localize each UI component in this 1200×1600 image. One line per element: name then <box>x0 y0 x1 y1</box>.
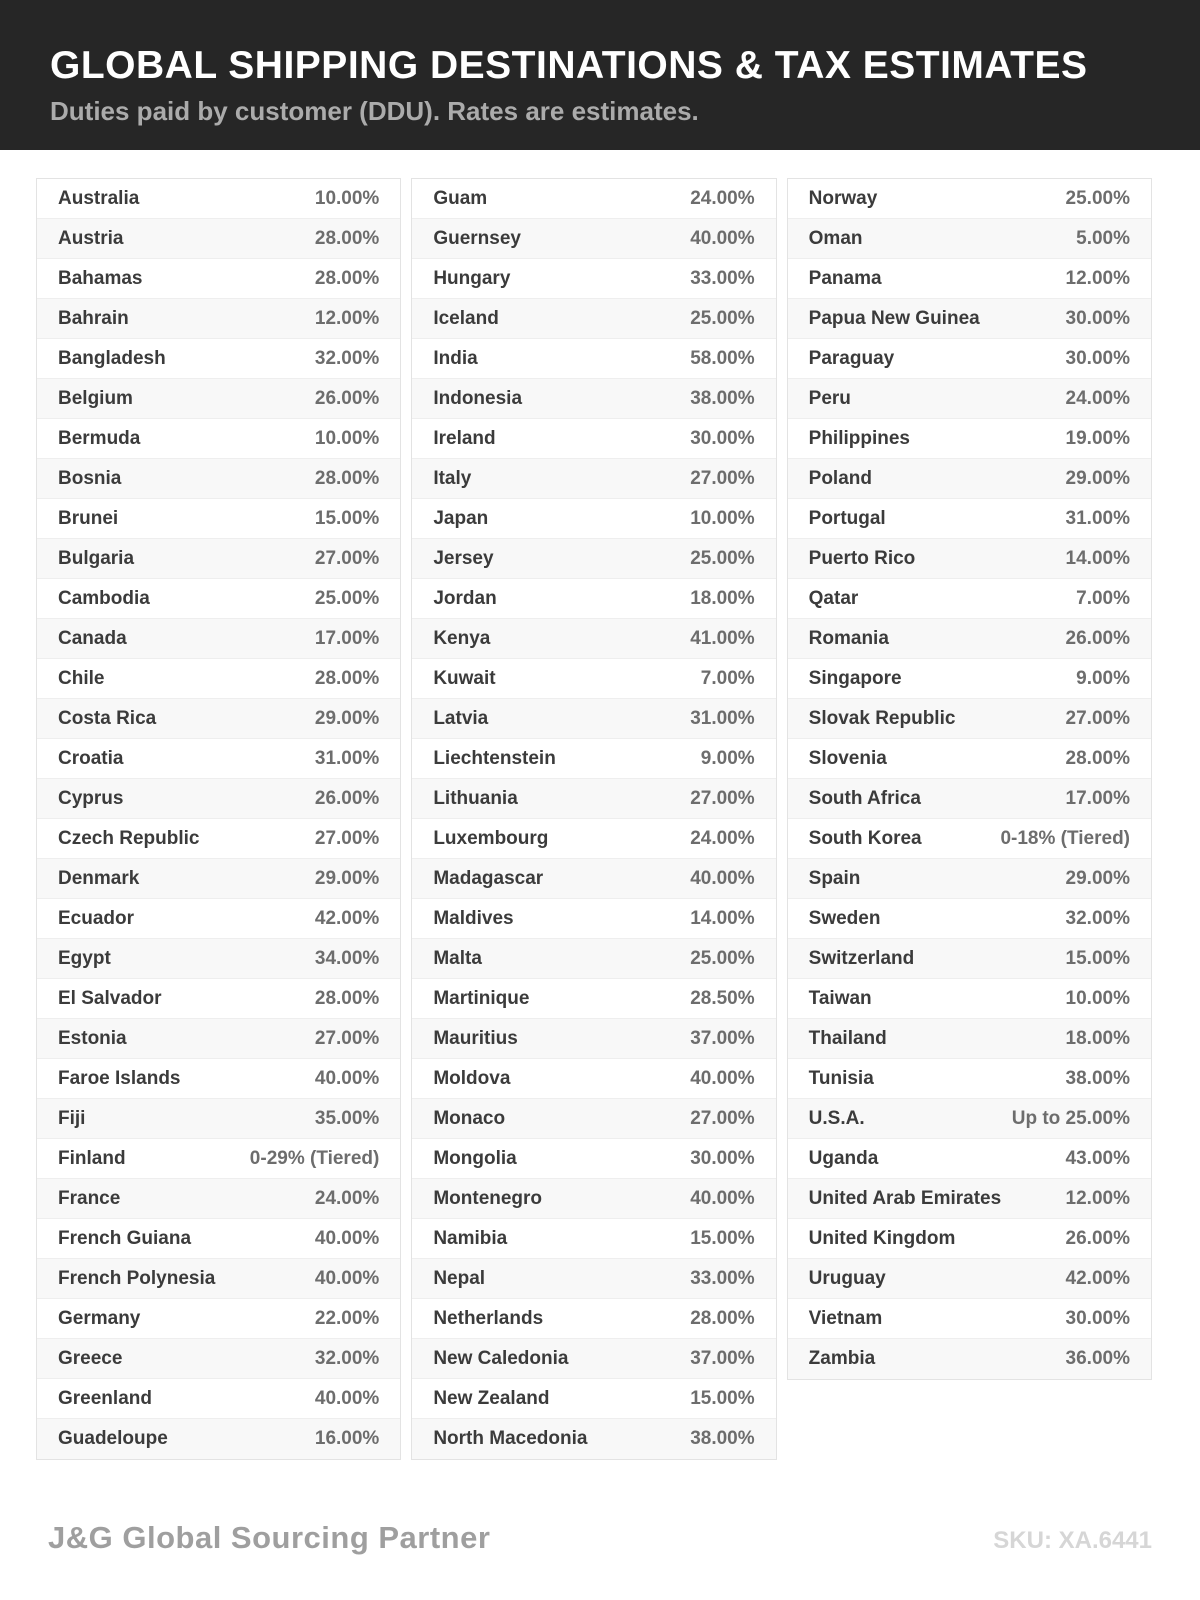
table-row <box>788 1019 1151 1059</box>
tax-rate-value: 28.00% <box>314 267 380 289</box>
country-name: North Macedonia <box>433 1428 588 1449</box>
tax-rate-value: 38.00% <box>690 1428 755 1449</box>
table-row <box>412 419 775 459</box>
tax-rate-value: 7.00% <box>1076 587 1130 609</box>
table-row <box>788 659 1151 699</box>
table-row <box>412 1259 775 1299</box>
table-row <box>37 1259 400 1299</box>
country-name: Guadeloupe <box>58 1428 168 1449</box>
table-row <box>412 539 775 579</box>
tax-rate-value: 24.00% <box>690 187 755 209</box>
country-name: Denmark <box>58 867 140 889</box>
country-name: Uruguay <box>808 1267 886 1289</box>
tax-rate-value: 5.00% <box>1076 227 1130 249</box>
tax-rate-value: 18.00% <box>1065 1027 1130 1049</box>
table-row <box>412 459 775 499</box>
tax-rate-value: 28.00% <box>1065 747 1130 769</box>
table-row <box>412 699 775 739</box>
country-name: Bermuda <box>58 427 141 449</box>
country-name: Puerto Rico <box>808 547 916 569</box>
country-name: Italy <box>433 467 472 489</box>
table-row <box>37 859 400 899</box>
table-row <box>412 299 775 339</box>
country-name: Guam <box>433 187 488 209</box>
table-row <box>37 339 400 379</box>
table-row <box>412 179 775 219</box>
country-name: Liechtenstein <box>433 747 556 769</box>
tax-rate-value: 29.00% <box>1065 467 1130 489</box>
table-row <box>37 979 400 1019</box>
table-row <box>412 1339 775 1379</box>
country-name: Thailand <box>808 1027 887 1049</box>
tax-rate-value: 7.00% <box>700 667 755 689</box>
tax-rate-value: 40.00% <box>690 1067 755 1089</box>
table-row <box>788 1099 1151 1139</box>
table-row <box>788 779 1151 819</box>
tax-rate-value: 33.00% <box>690 267 755 289</box>
table-row <box>788 579 1151 619</box>
table-row <box>412 1299 775 1339</box>
country-name: Germany <box>58 1307 141 1329</box>
country-name: India <box>433 347 478 369</box>
table-row <box>37 1379 400 1419</box>
table-row <box>788 819 1151 859</box>
table-row <box>788 899 1151 939</box>
table-row <box>412 939 775 979</box>
country-name: Monaco <box>433 1107 506 1129</box>
country-name: Guernsey <box>433 227 521 249</box>
country-name: Papua New Guinea <box>808 307 980 329</box>
country-name: Panama <box>808 267 882 289</box>
country-name: Brunei <box>58 507 119 529</box>
table-row <box>788 379 1151 419</box>
table-row <box>37 819 400 859</box>
tax-rate-value: 10.00% <box>314 187 380 209</box>
tax-rate-value: 24.00% <box>314 1187 380 1209</box>
table-row <box>788 1299 1151 1339</box>
tax-rate-value: 26.00% <box>1065 1227 1130 1249</box>
country-name: France <box>58 1187 121 1209</box>
table-row <box>788 979 1151 1019</box>
country-name: Netherlands <box>433 1307 544 1329</box>
table-row <box>412 499 775 539</box>
tax-rate-value: 27.00% <box>314 1027 380 1049</box>
tax-rate-value: 24.00% <box>1065 387 1130 409</box>
table-row <box>37 579 400 619</box>
tax-rate-value: 43.00% <box>1065 1147 1130 1169</box>
table-row <box>412 899 775 939</box>
country-name: Bahrain <box>58 307 129 329</box>
table-row <box>412 739 775 779</box>
table-row <box>37 1339 400 1379</box>
table-row <box>412 1019 775 1059</box>
country-name: Luxembourg <box>433 827 549 849</box>
country-name: Malta <box>433 947 482 969</box>
tax-rate-value: 29.00% <box>1065 867 1130 889</box>
table-row <box>412 339 775 379</box>
country-name: Sweden <box>808 907 881 929</box>
tax-rate-value: 12.00% <box>1065 1187 1130 1209</box>
country-name: Namibia <box>433 1227 508 1249</box>
country-name: Bangladesh <box>58 347 166 369</box>
tax-rate-value: 27.00% <box>690 467 755 489</box>
table-row <box>412 819 775 859</box>
tax-rate-value: 0-18% (Tiered) <box>1000 827 1130 849</box>
country-name: Paraguay <box>808 347 895 369</box>
tax-rate-value: 32.00% <box>314 1347 380 1369</box>
tax-rate-value: 30.00% <box>1065 307 1130 329</box>
tax-rate-value: 40.00% <box>314 1387 380 1409</box>
tax-rate-value: 15.00% <box>690 1387 755 1409</box>
country-name: Austria <box>58 227 124 249</box>
country-name: Uganda <box>808 1147 879 1169</box>
country-name: New Zealand <box>433 1387 550 1409</box>
country-name: Slovenia <box>808 747 887 769</box>
tax-rate-value: 36.00% <box>1065 1348 1130 1369</box>
table-row <box>412 979 775 1019</box>
country-name: Mauritius <box>433 1027 518 1049</box>
country-name: Bosnia <box>58 467 122 489</box>
table-row <box>37 539 400 579</box>
country-name: Spain <box>808 867 861 889</box>
tax-rate-value: 12.00% <box>1065 267 1130 289</box>
brand-name: J&G Global Sourcing Partner <box>48 1520 491 1555</box>
tax-rate-value: 40.00% <box>314 1227 380 1249</box>
header-banner <box>0 0 1200 150</box>
country-name: Montenegro <box>433 1187 543 1209</box>
country-name: New Caledonia <box>433 1347 569 1369</box>
table-row <box>412 1419 775 1459</box>
country-name: Cambodia <box>58 587 150 609</box>
table-row <box>412 259 775 299</box>
country-name: Australia <box>58 187 140 209</box>
country-name: Finland <box>58 1147 126 1169</box>
tax-rate-value: 10.00% <box>314 427 380 449</box>
table-row <box>412 1219 775 1259</box>
table-row <box>412 379 775 419</box>
tax-rate-value: 27.00% <box>314 547 380 569</box>
tax-rate-value: 28.00% <box>314 667 380 689</box>
country-name: Portugal <box>808 507 886 529</box>
country-name: Zambia <box>808 1348 876 1369</box>
tax-rate-value: 25.00% <box>690 547 755 569</box>
tax-rate-value: 58.00% <box>690 347 755 369</box>
tax-rate-value: 26.00% <box>1065 627 1130 649</box>
table-row <box>788 179 1151 219</box>
table-row <box>37 1019 400 1059</box>
tax-rate-value: 12.00% <box>314 307 380 329</box>
tax-rate-value: 27.00% <box>690 1107 755 1129</box>
rates-column-3 <box>787 178 1152 1380</box>
table-row <box>412 219 775 259</box>
country-name: Romania <box>808 627 889 649</box>
tax-rate-value: 0-29% (Tiered) <box>249 1147 380 1169</box>
table-row <box>788 299 1151 339</box>
tax-rate-value: 33.00% <box>690 1267 755 1289</box>
table-row <box>788 739 1151 779</box>
tax-rate-value: 38.00% <box>1065 1067 1130 1089</box>
table-row <box>37 1059 400 1099</box>
table-row <box>412 779 775 819</box>
country-name: French Polynesia <box>58 1267 216 1289</box>
country-name: Mongolia <box>433 1147 517 1169</box>
country-name: Cyprus <box>58 787 124 809</box>
tax-rate-value: 32.00% <box>1065 907 1130 929</box>
country-name: Slovak Republic <box>808 707 956 729</box>
tax-rate-value: 15.00% <box>314 507 380 529</box>
table-row <box>788 219 1151 259</box>
table-row <box>788 1339 1151 1379</box>
country-name: Switzerland <box>808 947 915 969</box>
table-row <box>37 779 400 819</box>
tax-rate-value: 27.00% <box>314 827 380 849</box>
tax-rate-value: 30.00% <box>1065 1307 1130 1329</box>
country-name: Greece <box>58 1347 123 1369</box>
table-row <box>412 1059 775 1099</box>
country-name: Chile <box>58 667 105 689</box>
country-name: Taiwan <box>808 987 872 1009</box>
country-name: Bahamas <box>58 267 143 289</box>
table-row <box>788 259 1151 299</box>
table-row <box>412 619 775 659</box>
country-name: Jordan <box>433 587 497 609</box>
tax-rate-value: 40.00% <box>314 1067 380 1089</box>
table-row <box>412 1379 775 1419</box>
country-name: Kuwait <box>433 667 496 689</box>
country-name: Madagascar <box>433 867 544 889</box>
country-name: Ireland <box>433 427 496 449</box>
country-name: Ecuador <box>58 907 135 929</box>
table-row <box>412 1179 775 1219</box>
table-row <box>37 1219 400 1259</box>
table-row <box>37 899 400 939</box>
tax-rate-value: 28.00% <box>314 467 380 489</box>
tax-rate-value: 28.50% <box>690 987 755 1009</box>
tax-rate-value: 30.00% <box>1065 347 1130 369</box>
tax-rate-value: 34.00% <box>314 947 380 969</box>
country-name: Poland <box>808 467 872 489</box>
country-name: Nepal <box>433 1267 486 1289</box>
table-row <box>788 619 1151 659</box>
country-name: Canada <box>58 627 127 649</box>
table-row <box>37 259 400 299</box>
table-row <box>788 1059 1151 1099</box>
country-name: Fiji <box>58 1107 86 1129</box>
country-name: Norway <box>808 187 878 209</box>
country-name: Kenya <box>433 627 491 649</box>
tax-rate-value: 25.00% <box>690 947 755 969</box>
table-row <box>37 619 400 659</box>
tax-rate-value: 10.00% <box>690 507 755 529</box>
tax-rate-value: 25.00% <box>690 307 755 329</box>
country-name: Qatar <box>808 587 859 609</box>
table-row <box>37 1139 400 1179</box>
table-row <box>37 299 400 339</box>
tax-rate-value: 28.00% <box>690 1307 755 1329</box>
country-name: Jersey <box>433 547 494 569</box>
tax-rate-value: 17.00% <box>314 627 380 649</box>
tax-rate-value: 29.00% <box>314 707 380 729</box>
table-row <box>37 499 400 539</box>
table-row <box>788 1139 1151 1179</box>
table-row <box>788 459 1151 499</box>
table-row <box>37 179 400 219</box>
table-row <box>788 539 1151 579</box>
country-name: Egypt <box>58 947 111 969</box>
country-name: Bulgaria <box>58 547 135 569</box>
country-name: Indonesia <box>433 387 523 409</box>
table-row <box>412 579 775 619</box>
country-name: South Africa <box>808 787 921 809</box>
country-name: Japan <box>433 507 489 529</box>
tax-rate-value: 42.00% <box>1065 1267 1130 1289</box>
tax-rate-value: 15.00% <box>690 1227 755 1249</box>
country-name: Singapore <box>808 667 902 689</box>
tax-rate-value: 26.00% <box>314 787 380 809</box>
tax-rate-value: 42.00% <box>314 907 380 929</box>
table-row <box>37 1179 400 1219</box>
tax-rate-value: 22.00% <box>314 1307 380 1329</box>
country-name: Moldova <box>433 1067 511 1089</box>
table-row <box>412 859 775 899</box>
tax-rate-value: 40.00% <box>314 1267 380 1289</box>
tax-rates-table <box>36 178 1152 1460</box>
table-row <box>412 1099 775 1139</box>
country-name: Maldives <box>433 907 514 929</box>
country-name: Faroe Islands <box>58 1067 181 1089</box>
tax-rate-value: 14.00% <box>690 907 755 929</box>
table-row <box>412 659 775 699</box>
tax-rate-value: 40.00% <box>690 867 755 889</box>
tax-rate-value: 40.00% <box>690 227 755 249</box>
tax-rate-value: 29.00% <box>314 867 380 889</box>
country-name: Estonia <box>58 1027 127 1049</box>
table-row <box>788 339 1151 379</box>
tax-rate-value: Up to 25.00% <box>1011 1107 1130 1129</box>
tax-rate-value: 17.00% <box>1065 787 1130 809</box>
country-name: Latvia <box>433 707 489 729</box>
table-row <box>37 379 400 419</box>
country-name: Czech Republic <box>58 827 200 849</box>
tax-rate-value: 18.00% <box>690 587 755 609</box>
country-name: Lithuania <box>433 787 518 809</box>
table-row <box>412 1139 775 1179</box>
page-title: GLOBAL SHIPPING DESTINATIONS & TAX ESTIMATES <box>50 44 1088 87</box>
country-name: Peru <box>808 387 851 409</box>
table-row <box>37 1299 400 1339</box>
country-name: Greenland <box>58 1387 152 1409</box>
country-name: Belgium <box>58 387 133 409</box>
country-name: Vietnam <box>808 1307 883 1329</box>
country-name: Hungary <box>433 267 511 289</box>
table-row <box>37 219 400 259</box>
country-name: El Salvador <box>58 987 162 1009</box>
tax-rate-value: 31.00% <box>1065 507 1130 529</box>
country-name: U.S.A. <box>808 1107 865 1129</box>
country-name: Oman <box>808 227 863 249</box>
sku-label: SKU: XA.6441 <box>993 1527 1152 1554</box>
tax-rate-value: 28.00% <box>314 227 380 249</box>
tax-rate-value: 15.00% <box>1065 947 1130 969</box>
country-name: Martinique <box>433 987 530 1009</box>
tax-rate-value: 41.00% <box>690 627 755 649</box>
table-row <box>37 659 400 699</box>
table-row <box>788 1259 1151 1299</box>
country-name: United Arab Emirates <box>808 1187 1002 1209</box>
country-name: French Guiana <box>58 1227 192 1249</box>
tax-rate-value: 24.00% <box>690 827 755 849</box>
table-row <box>788 939 1151 979</box>
table-row <box>37 1419 400 1459</box>
tax-rate-value: 37.00% <box>690 1347 755 1369</box>
tax-rate-value: 19.00% <box>1065 427 1130 449</box>
page-footer <box>48 1520 1152 1556</box>
rates-column-2 <box>411 178 776 1460</box>
table-row <box>788 699 1151 739</box>
tax-rate-value: 37.00% <box>690 1027 755 1049</box>
tax-rate-value: 27.00% <box>1065 707 1130 729</box>
country-name: United Kingdom <box>808 1227 956 1249</box>
tax-rate-value: 28.00% <box>314 987 380 1009</box>
tax-rate-value: 40.00% <box>690 1187 755 1209</box>
table-row <box>788 1179 1151 1219</box>
tax-rate-value: 26.00% <box>314 387 380 409</box>
tax-rate-value: 10.00% <box>1065 987 1130 1009</box>
rates-column-1 <box>36 178 401 1460</box>
table-row <box>37 939 400 979</box>
tax-rate-value: 9.00% <box>700 747 755 769</box>
tax-rate-value: 30.00% <box>690 427 755 449</box>
country-name: Philippines <box>808 427 911 449</box>
country-name: Costa Rica <box>58 707 157 729</box>
country-name: Tunisia <box>808 1067 874 1089</box>
table-row <box>788 859 1151 899</box>
table-row <box>788 419 1151 459</box>
tax-rate-value: 25.00% <box>314 587 380 609</box>
tax-rate-value: 14.00% <box>1065 547 1130 569</box>
table-row <box>788 1219 1151 1259</box>
tax-rate-value: 31.00% <box>690 707 755 729</box>
page-subtitle: Duties paid by customer (DDU). Rates are estimates. <box>50 96 699 126</box>
country-name: Croatia <box>58 747 124 769</box>
table-row <box>37 1099 400 1139</box>
tax-rate-value: 27.00% <box>690 787 755 809</box>
table-row <box>37 419 400 459</box>
tax-rate-value: 30.00% <box>690 1147 755 1169</box>
tax-rate-value: 32.00% <box>314 347 380 369</box>
tax-rate-value: 35.00% <box>314 1107 380 1129</box>
tax-rate-value: 9.00% <box>1076 667 1130 689</box>
tax-rate-value: 38.00% <box>690 387 755 409</box>
table-row <box>37 739 400 779</box>
table-row <box>788 499 1151 539</box>
tax-rate-value: 31.00% <box>314 747 380 769</box>
country-name: South Korea <box>808 827 922 849</box>
country-name: Iceland <box>433 307 499 329</box>
tax-rate-value: 16.00% <box>314 1428 380 1449</box>
table-row <box>37 459 400 499</box>
table-row <box>37 699 400 739</box>
tax-rate-value: 25.00% <box>1065 187 1130 209</box>
